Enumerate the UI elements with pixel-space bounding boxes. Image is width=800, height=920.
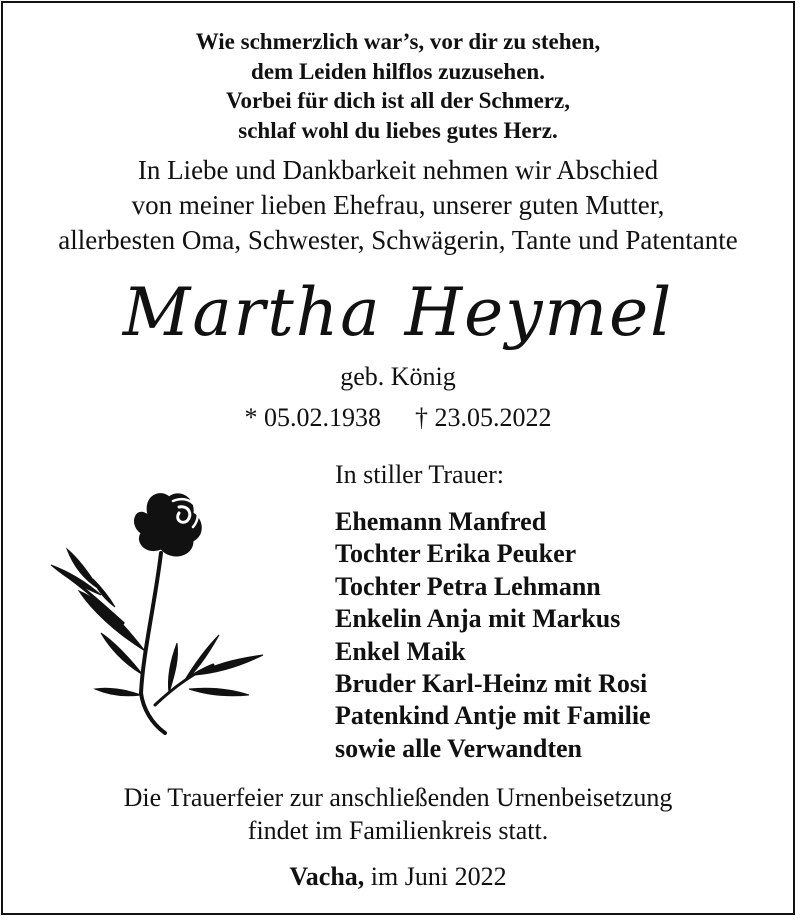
ceremony-line: Die Trauerfeier zur anschließenden Urnenbeisetzung [123, 783, 673, 812]
intro-line: allerbesten Oma, Schwester, Schwägerin, Tante und Patentante [58, 225, 738, 255]
poem-line: dem Leiden hilflos zuzusehen. [251, 58, 545, 84]
poem-line: Wie schmerzlich war’s, vor dir zu stehen, [195, 29, 601, 54]
birth-date: * 05.02.1938 [244, 403, 381, 432]
birth-name: geb. König [340, 362, 456, 391]
obituary-frame [1, 1, 795, 915]
intro-line: von meiner lieben Ehefrau, unserer guten Mutter, [131, 190, 665, 220]
ceremony-note [3, 781, 793, 847]
list-item: Tochter Petra Lehmann [335, 571, 601, 601]
intro-line: In Liebe und Dankbarkeit nehmen wir Abschied [137, 155, 659, 185]
life-dates [3, 402, 793, 434]
place-and-date [3, 861, 793, 893]
mourners-heading: In stiller Trauer: [335, 460, 504, 489]
death-date: † 23.05.2022 [415, 403, 552, 432]
place-town: Vacha, [289, 862, 365, 891]
intro-text [3, 153, 793, 258]
ceremony-line: findet im Familienkreis statt. [247, 816, 549, 845]
list-item: sowie alle Verwandten [335, 733, 582, 763]
list-item: Bruder Karl-Heinz mit Rosi [335, 669, 648, 699]
list-item: Tochter Erika Peuker [335, 539, 577, 569]
list-item: Patenkind Antje mit Familie [335, 701, 651, 731]
list-item: Enkelin Anja mit Markus [335, 604, 621, 634]
list-item: Enkel Maik [335, 636, 466, 666]
poem-line: Vorbei für dich ist all der Schmerz, [226, 88, 570, 113]
rose-illustration-icon [43, 483, 283, 743]
place-date: im Juni 2022 [370, 862, 507, 891]
deceased-name: Martha Heymel [122, 274, 674, 351]
poem-line: schlaf wohl du liebes gutes Herz. [238, 117, 558, 143]
poem [3, 27, 793, 145]
mourners-list [335, 506, 651, 765]
list-item: Ehemann Manfred [335, 507, 547, 536]
